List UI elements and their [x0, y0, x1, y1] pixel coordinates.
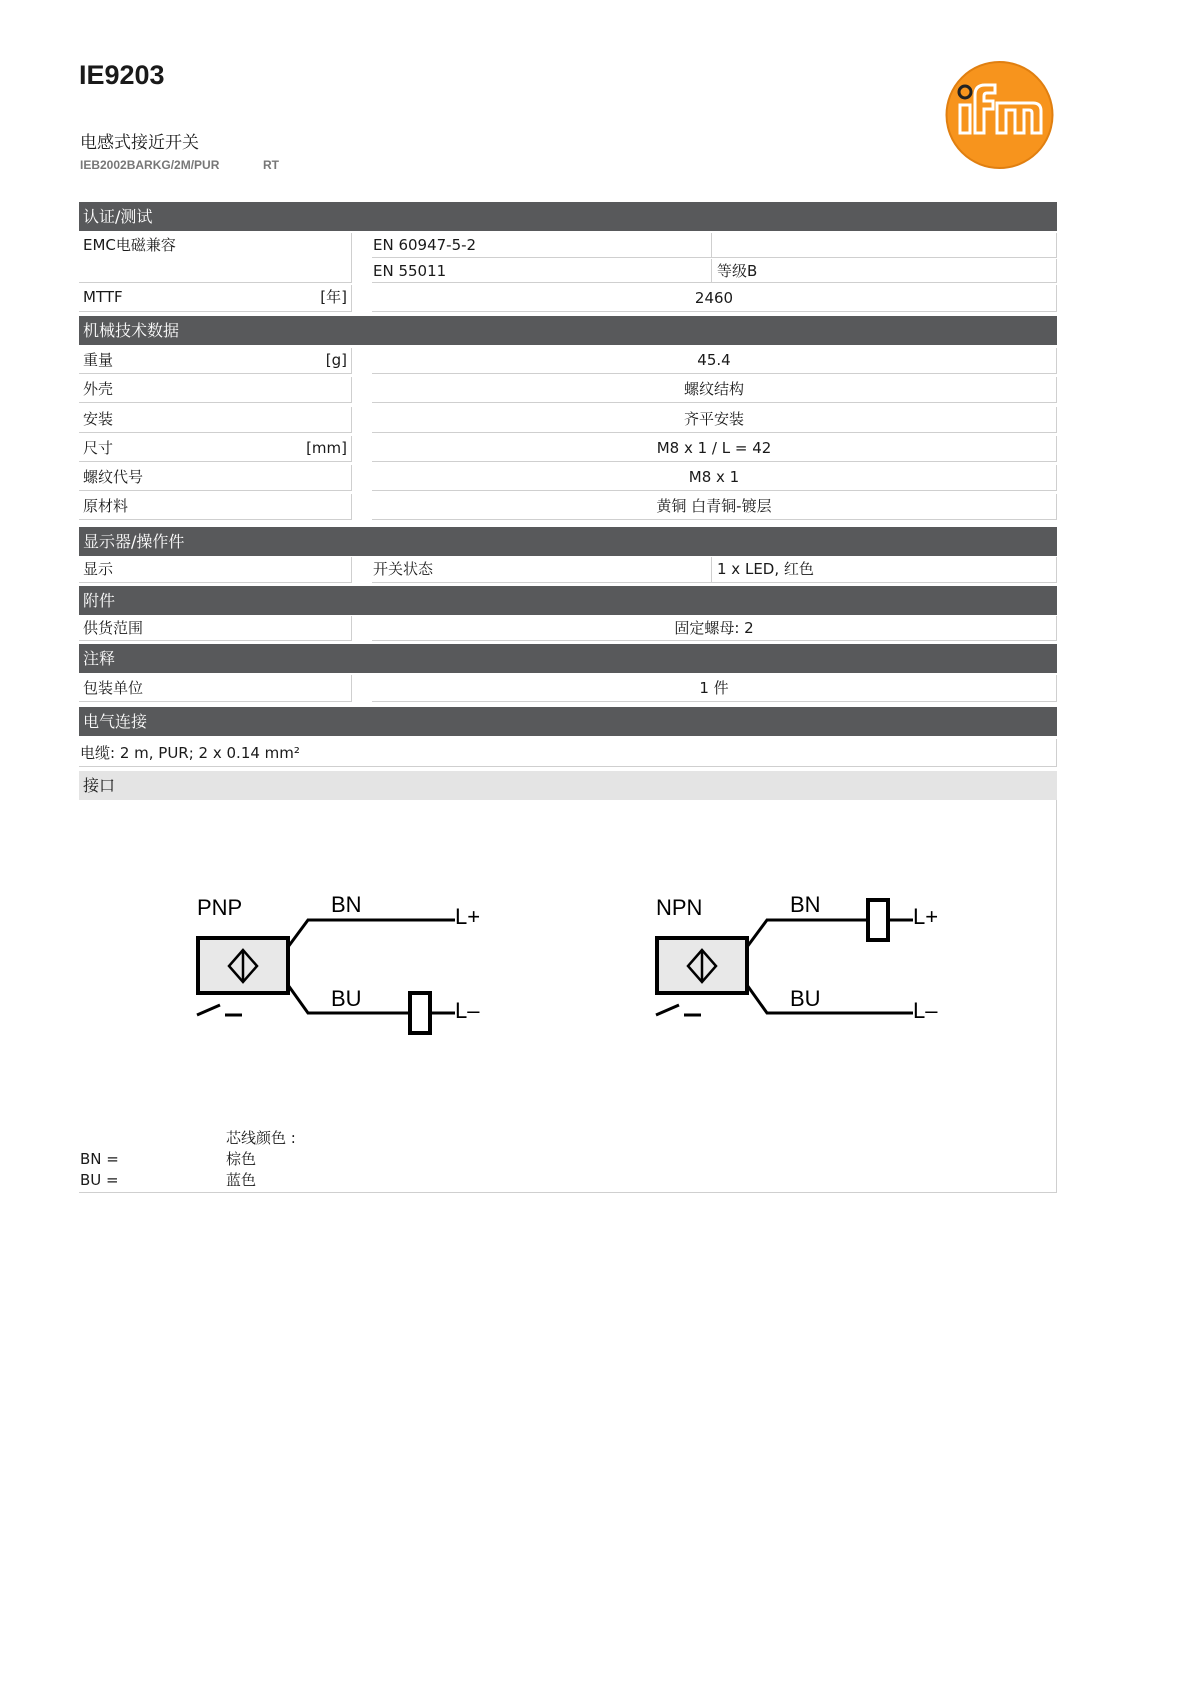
emc-label [79, 233, 352, 283]
mech-row-label [79, 407, 352, 433]
accessories-value: 固定螺母: 2 [372, 616, 1057, 641]
accessories-label: 供货范围 [79, 616, 352, 641]
mech-row-value: 黄铜 白青铜-镀层 [372, 494, 1057, 520]
pnp-bottom-terminal: L– [455, 998, 480, 1023]
cable-spec: 电缆: 2 m, PUR; 2 x 0.14 mm² [79, 739, 1057, 767]
pnp-top-terminal: L+ [455, 904, 481, 929]
mech-row-label [79, 348, 352, 374]
npn-circuit [656, 892, 938, 1023]
mech-row-label-text: 尺寸 [83, 439, 114, 457]
npn-top-wire-label: BN [790, 892, 821, 917]
legend-bu-color: 蓝色 [226, 1171, 257, 1189]
mech-row-value: M8 x 1 [372, 465, 1057, 491]
mttf-label-text: MTTF [83, 288, 123, 306]
section-header-display: 显示器/操作件 [79, 527, 1057, 556]
mech-row-unit: [g] [325, 351, 347, 369]
pnp-top-wire-label: BN [331, 892, 362, 917]
section-header-notes: 注释 [79, 644, 1057, 673]
emc-class: 等级B [712, 259, 1057, 283]
mech-row-label-text: 外壳 [83, 380, 114, 398]
legend-bu-code: BU = [80, 1171, 119, 1189]
mttf-unit: [年] [320, 288, 347, 306]
emc-standard-1: EN 60947-5-2 [372, 233, 712, 258]
product-variant: RT [263, 158, 279, 172]
ifm-logo-icon [945, 61, 1054, 169]
legend-bn-code: BN = [80, 1150, 119, 1168]
section-header-electrical: 电气连接 [79, 707, 1057, 736]
display-label: 显示 [79, 557, 352, 583]
mech-row-label [79, 494, 352, 520]
mech-row-unit: [mm] [306, 439, 347, 457]
mech-row-label [79, 436, 352, 462]
mech-row-label [79, 377, 352, 403]
pnp-circuit [197, 892, 480, 1033]
emc-standard-2: EN 55011 [372, 259, 712, 283]
npn-bottom-wire-label: BU [790, 986, 821, 1011]
mech-row-label-text: 重量 [83, 351, 114, 369]
npn-top-terminal: L+ [913, 904, 939, 929]
pnp-label: PNP [197, 895, 243, 920]
mech-row-label-text: 原材料 [83, 497, 129, 515]
mech-row-label [79, 465, 352, 491]
product-code: IEB2002BARKG/2M/PUR [80, 158, 220, 172]
npn-label: NPN [656, 895, 703, 920]
section-header-certification: 认证/测试 [79, 202, 1057, 231]
mech-row-value: 齐平安装 [372, 407, 1057, 433]
mech-row-label-text: 安装 [83, 410, 114, 428]
npn-bottom-terminal: L– [913, 998, 938, 1023]
mttf-label [79, 285, 352, 312]
emc-label-text: EMC电磁兼容 [83, 236, 176, 254]
mech-row-label-text: 螺纹代号 [83, 468, 144, 486]
wire-color-heading: 芯线颜色 : [226, 1129, 296, 1147]
notes-label: 包装单位 [79, 675, 352, 702]
section-header-accessories: 附件 [79, 586, 1057, 615]
mech-row-value: M8 x 1 / L = 42 [372, 436, 1057, 462]
notes-value: 1 件 [372, 675, 1057, 702]
mech-row-value: 螺纹结构 [372, 377, 1057, 403]
mttf-value: 2460 [372, 285, 1057, 312]
product-subtitle: 电感式接近开关 [80, 133, 199, 153]
product-title: IE9203 [79, 60, 165, 90]
display-value: 1 x LED, 红色 [712, 557, 1057, 583]
display-switch-state: 开关状态 [372, 557, 712, 583]
legend-bn-color: 棕色 [226, 1150, 257, 1168]
interface-header: 接口 [79, 771, 1057, 800]
emc-standard-1-empty [712, 233, 1057, 258]
mech-row-value: 45.4 [372, 348, 1057, 374]
section-header-mechanical: 机械技术数据 [79, 316, 1057, 345]
wiring-diagram [180, 880, 980, 1050]
pnp-bottom-wire-label: BU [331, 986, 362, 1011]
